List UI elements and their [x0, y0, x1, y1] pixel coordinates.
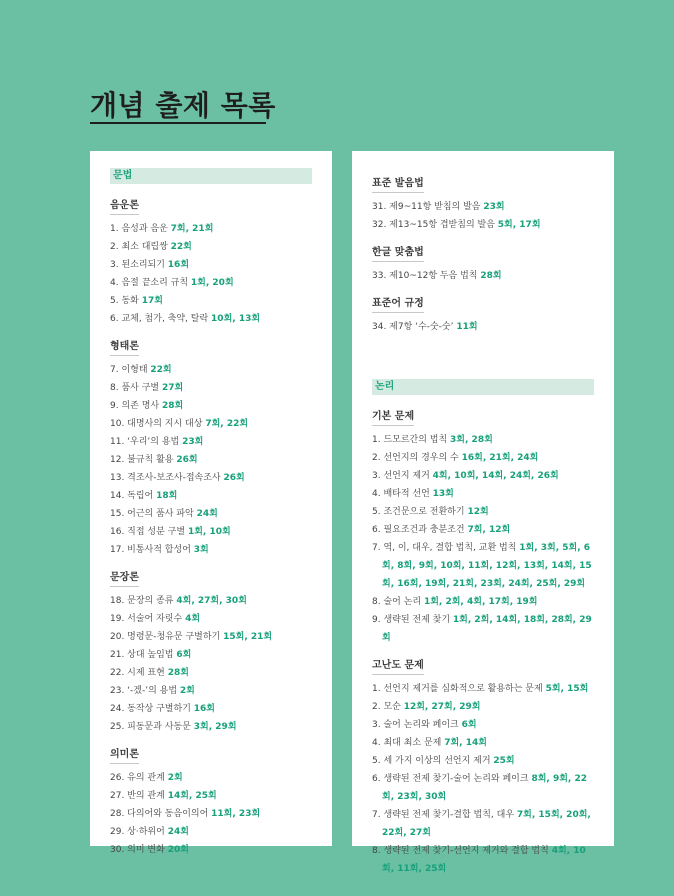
exam-round-refs: 28회 — [161, 401, 184, 411]
list-item — [110, 274, 312, 292]
item-text: 4. 배타적 선언 — [372, 489, 430, 499]
item-text: 26. 유의 관계 — [110, 773, 165, 783]
exam-round-refs: 4회, 10회, 11회, 25회 — [382, 846, 586, 874]
spacer — [372, 339, 594, 379]
item-text: 22. 시제 표현 — [110, 668, 165, 678]
list-item — [110, 397, 312, 415]
item-text: 23. ‘-겠-’의 용법 — [110, 686, 178, 696]
exam-round-refs: 22회 — [170, 242, 192, 252]
item-list — [110, 592, 312, 736]
list-item — [372, 680, 594, 698]
exam-round-refs: 17회 — [141, 296, 163, 306]
exam-round-refs: 28회 — [480, 271, 502, 281]
item-text: 9. 의존 명사 — [110, 401, 160, 411]
exam-round-refs: 1회, 3회, 5회, 6회, 8회, 9회, 10회, 11회, 12회, 13회, 14회, 15회, 16회, 19회, 21회, 23회, 24회, 25회, 29회 — [382, 543, 592, 589]
section-title-logic: 논리 — [372, 379, 594, 395]
exam-round-refs: 3회 — [193, 545, 209, 555]
item-text: 34. 제7항 ‘수-숫-숫’ — [372, 322, 454, 332]
list-item — [110, 379, 312, 397]
item-text: 6. 생략된 전제 찾기-술어 논리와 페이크 — [372, 774, 529, 784]
exam-round-refs: 16회 — [193, 704, 215, 714]
item-list — [372, 198, 594, 234]
exam-round-refs: 7회, 22회 — [205, 419, 249, 429]
list-item — [372, 539, 594, 593]
list-item — [372, 842, 594, 878]
list-item — [372, 752, 594, 770]
exam-round-refs: 2회 — [167, 773, 183, 783]
list-item — [372, 770, 594, 806]
item-text: 1. 선언지 제거를 심화적으로 활용하는 문제 — [372, 684, 543, 694]
item-text: 31. 제9~11항 받침의 발음 — [372, 202, 481, 212]
item-text: 1. 음성과 음운 — [110, 224, 168, 234]
exam-round-refs: 14회, 25회 — [167, 791, 217, 801]
list-item — [110, 592, 312, 610]
exam-round-refs: 20회 — [167, 845, 189, 855]
item-text: 6. 필요조건과 충분조건 — [372, 525, 465, 535]
list-item — [372, 611, 594, 647]
exam-round-refs: 5회, 17회 — [497, 220, 541, 230]
list-item — [110, 541, 312, 559]
item-list — [372, 680, 594, 878]
group-heading: 한글 맞춤법 — [372, 243, 424, 262]
exam-round-refs: 13회 — [432, 489, 454, 499]
grammar-card — [90, 151, 332, 855]
exam-round-refs: 2회 — [179, 686, 195, 696]
exam-round-refs: 1회, 2회, 14회, 18회, 28회, 29회 — [382, 615, 592, 643]
item-text: 9. 생략된 전제 찾기 — [372, 615, 451, 625]
list-item — [372, 267, 594, 285]
exam-round-refs: 4회 — [185, 614, 201, 624]
list-item — [372, 716, 594, 734]
list-item — [110, 718, 312, 736]
exam-round-refs: 16회, 21회, 24회 — [461, 453, 539, 463]
item-text: 7. 이형태 — [110, 365, 148, 375]
list-item — [110, 841, 312, 859]
item-list — [372, 431, 594, 647]
exam-round-refs: 15회, 21회 — [223, 632, 273, 642]
item-text: 10. 대명사의 지시 대상 — [110, 419, 203, 429]
item-text: 3. 술어 논리와 페이크 — [372, 720, 459, 730]
group-heading: 의미론 — [110, 745, 139, 764]
exam-round-refs: 7회, 21회 — [170, 224, 214, 234]
list-item — [110, 700, 312, 718]
item-text: 19. 서술어 자릿수 — [110, 614, 183, 624]
exam-round-refs: 11회, 23회 — [211, 809, 261, 819]
list-item — [372, 698, 594, 716]
exam-round-refs: 7회, 14회 — [444, 738, 487, 748]
list-item — [110, 823, 312, 841]
item-text: 29. 상·하위어 — [110, 827, 165, 837]
item-text: 5. 동화 — [110, 296, 139, 306]
list-item — [372, 431, 594, 449]
item-list — [110, 220, 312, 328]
group-heading: 기본 문제 — [372, 407, 414, 426]
list-item — [372, 521, 594, 539]
item-text: 32. 제13~15항 겹받침의 발음 — [372, 220, 495, 230]
item-text: 24. 동작상 구별하기 — [110, 704, 191, 714]
item-text: 5. 세 가지 이상의 선언지 제거 — [372, 756, 491, 766]
exam-round-refs: 3회, 28회 — [450, 435, 493, 445]
item-text: 2. 선언지의 경우의 수 — [372, 453, 459, 463]
rules-logic-card — [352, 151, 614, 874]
exam-round-refs: 27회 — [161, 383, 184, 393]
list-item — [110, 361, 312, 379]
item-text: 21. 상대 높임법 — [110, 650, 174, 660]
group-heading: 표준어 규정 — [372, 294, 424, 313]
orthography-groups — [372, 168, 594, 336]
item-text: 27. 반의 관계 — [110, 791, 165, 801]
list-item — [110, 292, 312, 310]
exam-round-refs: 1회, 20회 — [190, 278, 234, 288]
list-item — [372, 198, 594, 216]
exam-round-refs: 1회, 10회 — [187, 527, 231, 537]
list-item — [110, 433, 312, 451]
exam-round-refs: 6회 — [176, 650, 192, 660]
exam-round-refs: 10회, 13회 — [211, 314, 261, 324]
item-text: 8. 생략된 전제 찾기-선언지 제거와 결합 법칙 — [372, 846, 549, 856]
item-text: 4. 최대 최소 문제 — [372, 738, 442, 748]
item-text: 7. 생략된 전제 찾기-결합 법칙, 대우 — [372, 810, 515, 820]
exam-round-refs: 16회 — [167, 260, 190, 270]
item-text: 12. 불규칙 활용 — [110, 455, 174, 465]
list-item — [372, 216, 594, 234]
item-text: 33. 제10~12항 두음 법칙 — [372, 271, 478, 281]
item-text: 2. 최소 대립쌍 — [110, 242, 168, 252]
item-text: 28. 다의어와 동음이의어 — [110, 809, 209, 819]
item-text: 3. 선언지 제거 — [372, 471, 430, 481]
item-list — [372, 267, 594, 285]
item-text: 6. 교체, 첨가, 축약, 탈락 — [110, 314, 209, 324]
item-text: 7. 역, 이, 대우, 결합 법칙, 교환 법칙 — [372, 543, 517, 553]
item-text: 13. 격조사-보조사-접속조사 — [110, 473, 221, 483]
list-item — [110, 505, 312, 523]
exam-round-refs: 11회 — [456, 322, 478, 332]
group-heading: 표준 발음법 — [372, 174, 424, 193]
item-text: 30. 의미 변화 — [110, 845, 165, 855]
item-text: 3. 된소리되기 — [110, 260, 165, 270]
title-underline — [90, 122, 266, 124]
list-item — [372, 449, 594, 467]
list-item — [110, 769, 312, 787]
item-list — [372, 318, 594, 336]
list-item — [372, 806, 594, 842]
list-item — [372, 593, 594, 611]
exam-round-refs: 6회 — [461, 720, 477, 730]
exam-round-refs: 8회, 9회, 22회, 23회, 30회 — [382, 774, 587, 802]
grammar-groups — [110, 190, 312, 859]
exam-round-refs: 12회, 27회, 29회 — [403, 702, 481, 712]
list-item — [110, 310, 312, 328]
list-item — [372, 467, 594, 485]
list-item — [110, 469, 312, 487]
exam-round-refs: 4회, 10회, 14회, 24회, 26회 — [432, 471, 559, 481]
exam-round-refs: 26회 — [223, 473, 245, 483]
group-heading: 형태론 — [110, 337, 139, 356]
item-text: 8. 술어 논리 — [372, 597, 422, 607]
list-item — [110, 646, 312, 664]
list-item — [110, 610, 312, 628]
item-text: 14. 독립어 — [110, 491, 154, 501]
list-item — [110, 682, 312, 700]
exam-round-refs: 4회, 27회, 30회 — [176, 596, 247, 606]
exam-round-refs: 5회, 15회 — [545, 684, 589, 694]
item-text: 25. 피동문과 사동문 — [110, 722, 191, 732]
list-item — [110, 628, 312, 646]
exam-round-refs: 25회 — [493, 756, 515, 766]
list-item — [110, 523, 312, 541]
exam-round-refs: 7회, 12회 — [467, 525, 511, 535]
list-item — [110, 451, 312, 469]
list-item — [372, 318, 594, 336]
exam-round-refs: 7회, 15회, 20회, 22회, 27회 — [382, 810, 591, 838]
list-item — [110, 415, 312, 433]
list-item — [110, 256, 312, 274]
item-list — [110, 769, 312, 859]
item-text: 17. 비통사적 합성어 — [110, 545, 191, 555]
list-item — [110, 805, 312, 823]
exam-round-refs: 18회 — [156, 491, 178, 501]
exam-round-refs: 28회 — [167, 668, 189, 678]
list-item — [110, 787, 312, 805]
section-title-grammar: 문법 — [110, 168, 312, 184]
item-text: 18. 문장의 종류 — [110, 596, 174, 606]
item-text: 2. 모순 — [372, 702, 401, 712]
item-text: 4. 음절 끝소리 규칙 — [110, 278, 189, 288]
item-text: 8. 품사 구별 — [110, 383, 160, 393]
item-text: 15. 어근의 품사 파악 — [110, 509, 194, 519]
exam-round-refs: 23회 — [182, 437, 204, 447]
list-item — [110, 664, 312, 682]
exam-round-refs: 24회 — [196, 509, 218, 519]
item-text: 5. 조건문으로 전환하기 — [372, 507, 465, 517]
exam-round-refs: 26회 — [176, 455, 198, 465]
item-text: 20. 명령문-청유문 구별하기 — [110, 632, 221, 642]
exam-round-refs: 24회 — [167, 827, 189, 837]
exam-round-refs: 22회 — [150, 365, 172, 375]
page-title: 개념 출제 목록 — [90, 89, 276, 122]
group-heading: 문장론 — [110, 568, 139, 587]
list-item — [372, 503, 594, 521]
list-item — [110, 238, 312, 256]
exam-round-refs: 23회 — [483, 202, 505, 212]
list-item — [110, 220, 312, 238]
group-heading: 음운론 — [110, 196, 139, 215]
list-item — [110, 487, 312, 505]
item-list — [110, 361, 312, 559]
group-heading: 고난도 문제 — [372, 656, 424, 675]
item-text: 1. 드모르간의 법칙 — [372, 435, 448, 445]
list-item — [372, 485, 594, 503]
item-text: 16. 직접 성분 구별 — [110, 527, 186, 537]
item-text: 11. ‘우리’의 용법 — [110, 437, 180, 447]
list-item — [372, 734, 594, 752]
exam-round-refs: 12회 — [467, 507, 489, 517]
exam-round-refs: 3회, 29회 — [193, 722, 237, 732]
exam-round-refs: 1회, 2회, 4회, 17회, 19회 — [423, 597, 538, 607]
logic-groups — [372, 401, 594, 878]
